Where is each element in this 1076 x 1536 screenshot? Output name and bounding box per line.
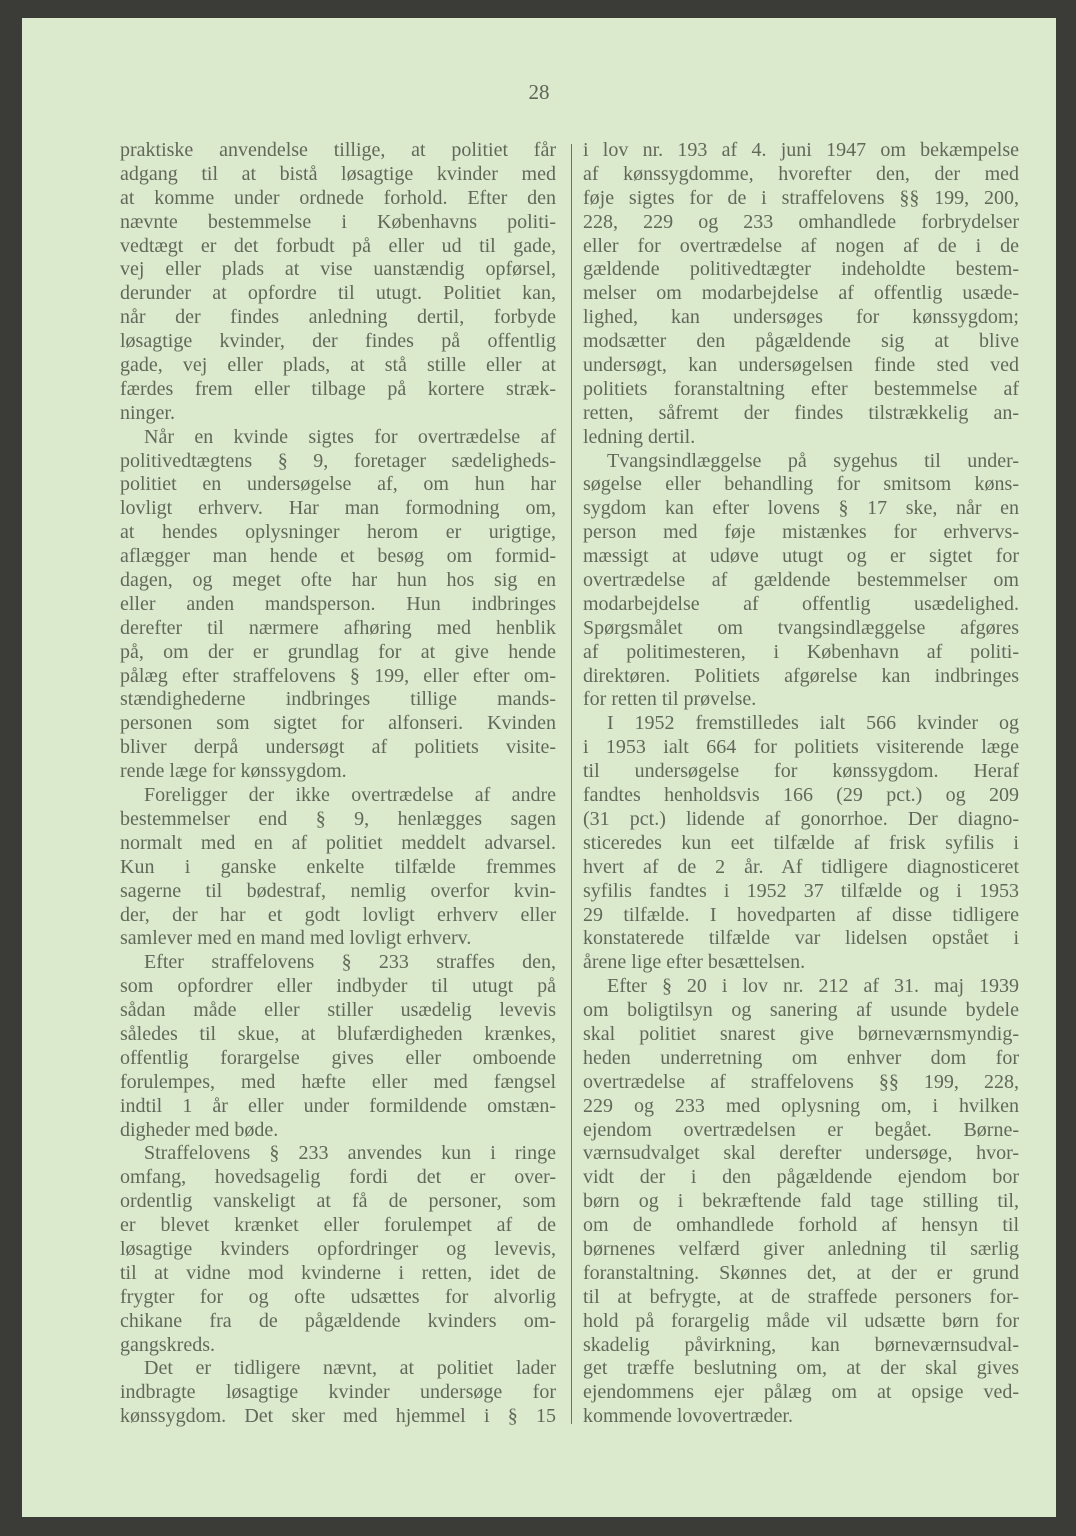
text-line: årene lige efter besættelsen. [583,951,806,974]
paragraph [120,1357,556,1429]
text-line: dagen, og meget ofte har hun hos sig en [120,569,556,592]
text-line: melser om modarbejdelse af offentlig usæde- [583,282,1019,305]
text-line: søgelse eller behandling for smitsom køns- [583,473,1019,496]
text-line: frygter for og ofte udsættes for alvorlig [120,1285,556,1308]
text-line: således til skue, at blufærdigheden krænkes, [120,1022,556,1045]
text-line: nævnte bestemmelse i Københavns politi- [120,210,556,233]
text-line: ordentlig vanskeligt at få de personer, som [120,1190,556,1213]
text-line: eller for overtrædelse af nogen af de i de [583,234,1019,257]
text-line: af politimesteren, i København af politi- [583,640,1019,663]
text-line: eller anden mandsperson. Hun indbringes [120,592,556,615]
text-line: rende læge for kønssygdom. [120,760,347,783]
text-line: offentlig forargelse gives eller omboende [120,1046,556,1069]
text-line: sygdom kan efter lovens § 17 ske, når en [583,497,1019,520]
text-line: på, om der er grundlag for at give hende [120,640,556,663]
text-line: Tvangsindlæggelse på sygehus til under- [607,449,1019,472]
text-line: mæssigt at udøve utugt og er sigtet for [583,545,1019,568]
paragraph [583,139,1019,450]
text-line: i lov nr. 193 af 4. juni 1947 om bekæmpelse [583,139,1019,161]
text-line: bliver derpå undersøgt af politiets visite- [120,736,556,759]
text-line: overtrædelse af straffelovens §§ 199, 228, [583,1070,1019,1093]
text-line: at hendes oplysninger herom er urigtige, [120,521,556,544]
text-line: lighed, kan undersøges for kønssygdom; [583,306,1019,329]
paragraph [583,712,1019,975]
text-line: skadelig påvirkning, kan børneværnsudval- [583,1333,1019,1356]
text-line: som opfordrer eller indbyder til utugt på [120,975,556,998]
text-line: er blevet krænket eller forulempet af de [120,1214,556,1237]
text-line: forulempes, med hæfte eller med fængsel [120,1070,556,1093]
text-line: chikane fra de pågældende kvinders om- [120,1309,556,1332]
text-line: 228, 229 og 233 omhandlede forbrydelser [583,210,1019,233]
paragraph [120,951,556,1142]
text-line: fandtes henholdsvis 166 (29 pct.) og 209 [583,784,1019,807]
text-line: løsagtige kvinders opfordringer og levevis, [120,1237,556,1260]
paragraph [120,1142,556,1357]
text-line: børn og i bekræftende fald tage stilling til, [583,1190,1019,1213]
text-line: Efter straffelovens § 233 straffes den, [144,951,556,974]
text-line: indbragte løsagtige kvinder undersøge for [120,1381,556,1404]
text-line: praktiske anvendelse tillige, at politiet får [120,139,556,161]
text-line: direktøren. Politiets afgørelse kan indbringes [583,664,1019,687]
text-line: pålæg efter straffelovens § 199, eller efter om- [120,664,556,687]
text-line: derunder at opfordre til utugt. Politiet kan, [120,282,556,305]
text-line: sticeredes kun eet tilfælde af frisk syfilis i [583,831,1019,854]
text-line: derefter til nærmere afhøring med henblik [120,616,556,639]
text-line: vej eller plads at vise uanstændig opførsel, [120,258,556,281]
text-line: Spørgsmålet om tvangsindlæggelse afgøres [583,616,1019,639]
text-line: politivedtægtens § 9, foretager sædeligheds- [120,449,556,472]
document-page [22,18,1056,1517]
text-line: ejendommens ejer pålæg om at opsige ved- [583,1381,1019,1404]
text-line: der, der har et godt lovligt erhverv eller [120,903,556,926]
right-column [583,139,1019,1429]
text-line: ledning dertil. [583,425,696,448]
paragraph [120,139,556,426]
text-line: Det er tidligere nævnt, at politiet lader [144,1357,556,1380]
text-line: personen som sigtet for alfonseri. Kvinden [120,712,556,735]
text-line: 229 og 233 med oplysning om, i hvilken [583,1094,1019,1117]
text-line: samlever med en mand med lovligt erhverv. [120,927,472,950]
paragraph [583,975,1019,1429]
text-line: om de omhandlede forhold af hensyn til [583,1214,1019,1237]
text-line: vedtægt er det forbudt på eller ud til gade, [120,234,556,257]
text-line: skal politiet snarest give børneværnsmyndig- [583,1022,1019,1045]
text-line: syfilis fandtes i 1952 37 tilfælde og i 1953 [583,879,1019,902]
text-line: i 1953 ialt 664 for politiets visiterende læge [583,736,1019,759]
text-line: sagerne til bødestraf, nemlig overfor kvin- [120,879,556,902]
text-line: kønssygdom. Det sker med hjemmel i § 15 [120,1405,556,1428]
text-line: gældende politivedtægter indeholdte bestem- [583,258,1019,281]
text-line: kommende lovovertræder. [583,1405,793,1428]
text-line: af kønssygdomme, hvorefter den, der med [583,162,1019,185]
text-line: Efter § 20 i lov nr. 212 af 31. maj 1939 [607,975,1019,998]
text-line: aflægger man hende et besøg om formid- [120,545,556,568]
text-line: Kun i ganske enkelte tilfælde fremmes [120,855,556,878]
text-line: om boligtilsyn og sanering af usunde bydele [583,999,1019,1022]
text-line: Når en kvinde sigtes for overtrædelse af [144,425,556,448]
text-line: når der findes anledning dertil, forbyde [120,306,556,329]
text-line: undersøgt, kan undersøgelsen finde sted ved [583,354,1019,377]
text-line: heden underretning om enhver dom for [583,1046,1019,1069]
text-line: lovligt erhverv. Har man formodning om, [120,497,556,520]
text-line: modsætter den pågældende sig at blive [583,330,1019,353]
text-line: modarbejdelse af offentlig usædelighed. [583,592,1019,615]
text-line: foranstaltning. Skønnes det, at der er grund [583,1261,1019,1284]
text-line: Foreligger der ikke overtrædelse af andre [144,784,556,807]
text-line: digheder med bøde. [120,1118,279,1141]
text-line: gade, vej eller plads, at stå stille eller at [120,354,556,377]
text-line: hvert af de 2 år. Af tidligere diagnosticeret [583,855,1019,878]
text-line: I 1952 fremstilledes ialt 566 kvinder og [607,712,1019,735]
text-line: adgang til at bistå løsagtige kvinder med [120,162,556,185]
text-line: bestemmelser end § 9, henlægges sagen [120,807,556,830]
text-line: person med føje mistænkes for erhvervs- [583,521,1019,544]
text-line: retten, såfremt der findes tilstrækkelig an- [583,401,1019,424]
text-line: værnsudvalget skal derefter undersøge, hvor- [583,1142,1019,1165]
text-line: at komme under ordnede forhold. Efter den [120,186,556,209]
text-line: gangskreds. [120,1333,215,1356]
text-line: til at befrygte, at de straffede personers for- [583,1285,1019,1308]
text-line: til undersøgelse for kønssygdom. Heraf [583,760,1019,783]
paragraph [583,450,1019,713]
text-line: indtil 1 år eller under formildende omstæn- [120,1094,556,1117]
text-line: ejendom overtrædelsen er begået. Børne- [583,1118,1019,1141]
paragraph [120,784,556,951]
text-line: hold på forargelig måde vil udsætte børn for [583,1309,1019,1332]
text-line: omfang, hovedsagelig fordi det er over- [120,1166,556,1189]
text-line: til at vidne mod kvinderne i retten, idet de [120,1261,556,1284]
text-line: normalt med en af politiet meddelt advarsel. [120,831,556,854]
text-line: for retten til prøvelse. [583,688,757,711]
text-line: politiet en undersøgelse af, om hun har [120,473,556,496]
text-line: get træffe beslutning om, at der skal gives [583,1357,1019,1380]
text-line: ninger. [120,401,175,424]
text-line: (31 pct.) lidende af gonorrhoe. Der diagno- [583,807,1019,830]
text-line: konstaterede tilfælde var lidelsen opstået i [583,927,1019,950]
text-line: føje sigtes for de i straffelovens §§ 199, 200, [583,186,1019,209]
text-line: stændighederne indbringes tillige mands- [120,688,556,711]
paragraph [120,426,556,784]
text-line: politiets foranstaltning efter bestemmelse af [583,377,1019,400]
text-line: løsagtige kvinder, der findes på offentlig [120,330,556,353]
left-column [120,139,556,1429]
text-line: færdes frem eller tilbage på kortere stræk- [120,377,556,400]
text-line: børnenes velfærd giver anledning til særlig [583,1237,1019,1260]
page-number: 28 [528,80,550,104]
text-line: overtrædelse af gældende bestemmelser om [583,569,1019,592]
text-line: vidt der i den pågældende ejendom bor [583,1166,1019,1189]
text-line: Straffelovens § 233 anvendes kun i ringe [144,1142,556,1165]
text-line: sådan måde eller stiller usædelig levevis [120,999,556,1022]
column-divider [571,144,572,1424]
text-line: 29 tilfælde. I hovedparten af disse tidligere [583,903,1019,926]
